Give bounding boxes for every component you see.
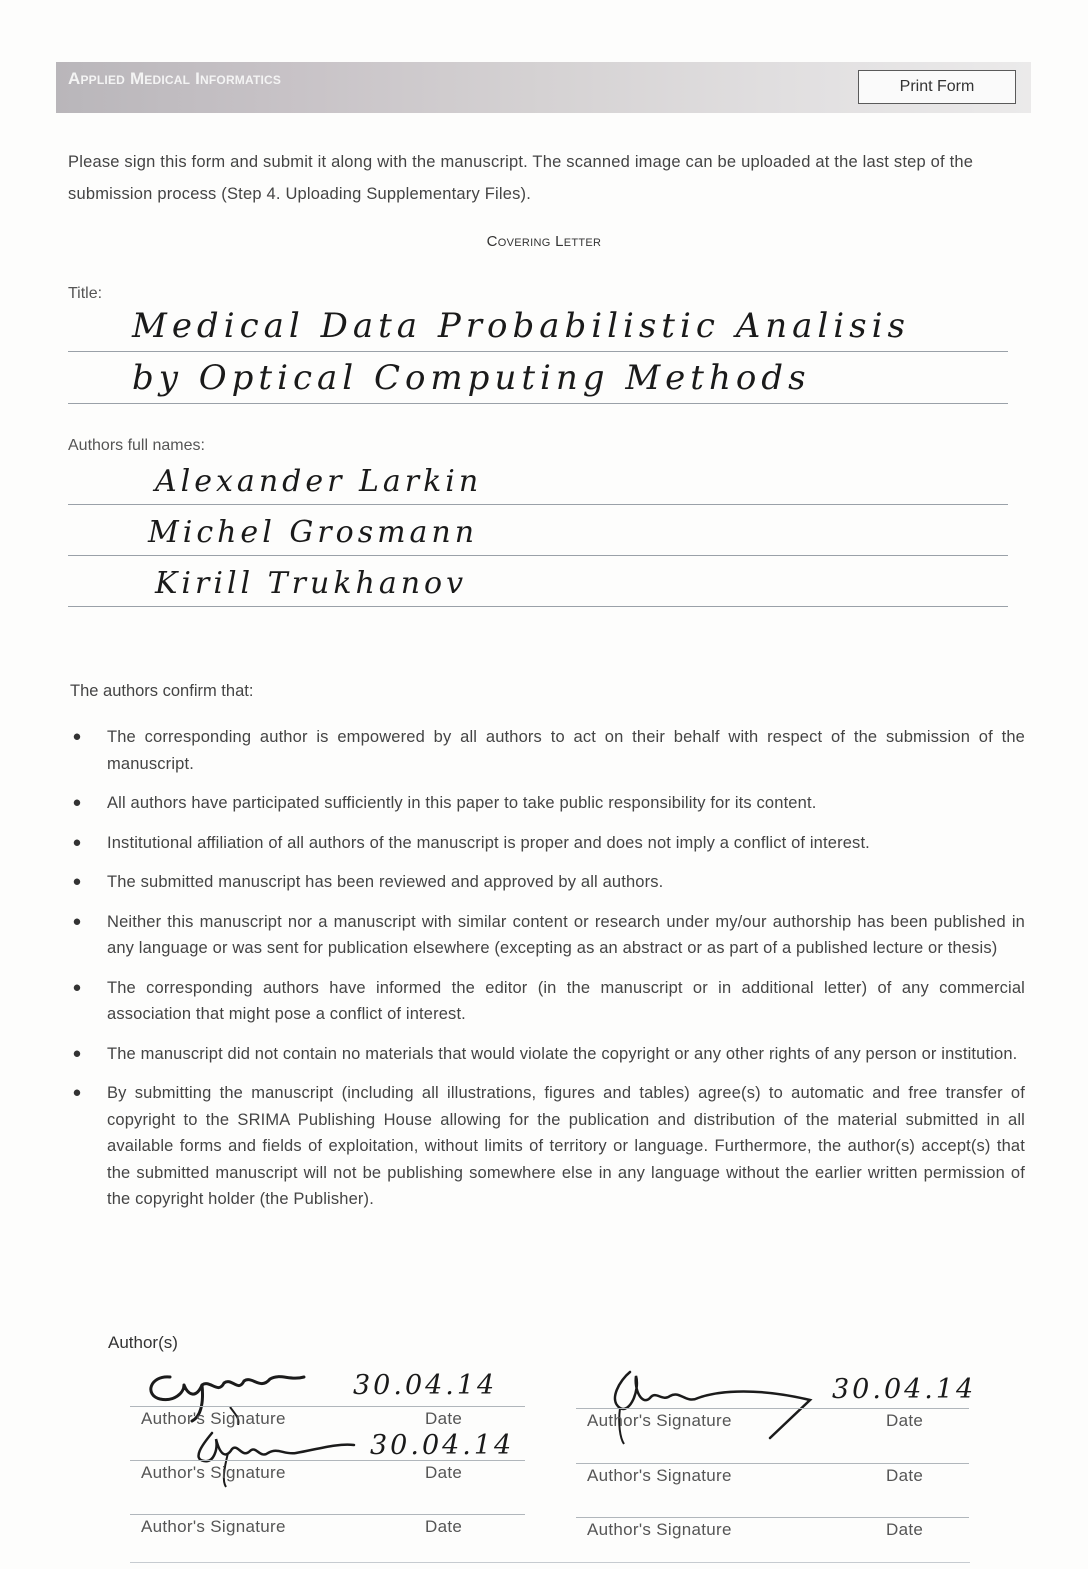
confirmation-item: ● By submitting the manuscript (including all illustrations, figures and tables) agree(s) to automatic and free transfer of copyright to the SRIMA Publishing House allowing for the publication and distribution of the material submitted in all available forms and fields of exploitation, without limits of territory or language. Furthermore, the author(s) accept(s) that the submitted manuscript will not be publishing somewhere else in any language without the earlier written permission of the copyright holder (the Publisher). bbox=[70, 1080, 1025, 1213]
signature-label: Author's Signature bbox=[587, 1466, 732, 1485]
title-rule-2 bbox=[68, 403, 1008, 404]
bullet-icon: ● bbox=[72, 1044, 82, 1062]
signature-label: Author's Signature bbox=[141, 1517, 286, 1536]
date-label: Date bbox=[886, 1520, 924, 1539]
handwritten-signature-2 bbox=[590, 1360, 820, 1450]
handwritten-date-2[interactable]: 30.04.14 bbox=[832, 1374, 977, 1405]
signature-rule bbox=[130, 1460, 525, 1461]
title-rule-1 bbox=[68, 351, 1008, 352]
print-form-button[interactable]: Print Form bbox=[858, 70, 1016, 104]
author-rule-2 bbox=[68, 555, 1008, 556]
confirm-intro: The authors confirm that: bbox=[70, 682, 254, 700]
bullet-icon: ● bbox=[72, 794, 82, 811]
journal-name: Applied Medical Informatics bbox=[68, 69, 282, 88]
bullet-icon: ● bbox=[72, 873, 82, 890]
confirmation-item: ● The corresponding author is empowered by all authors to act on their behalf with respect of the submission of the manuscript. bbox=[70, 724, 1025, 777]
signature-label: Author's Signature bbox=[141, 1463, 286, 1482]
title-label: Title: bbox=[68, 285, 103, 302]
bullet-icon: ● bbox=[72, 978, 82, 996]
author-name-1[interactable]: Alexander Larkin bbox=[155, 464, 483, 499]
date-label: Date bbox=[886, 1466, 924, 1485]
date-label: Date bbox=[425, 1409, 463, 1428]
covering-letter-heading: Covering Letter bbox=[486, 233, 602, 250]
handwritten-date-3[interactable]: 30.04.14 bbox=[370, 1430, 515, 1461]
confirmation-item: ● Neither this manuscript nor a manuscript with similar content or research under my/our authorship has been published in any language or was sent for publication elsewhere (excepting as an abstract or as part of a published lecture or thesis) bbox=[70, 909, 1025, 962]
confirmation-item: ● The corresponding authors have informed the editor (in the manuscript or in additional letter) of any commercial association that might pose a conflict of interest. bbox=[70, 975, 1025, 1028]
author-rule-1 bbox=[68, 504, 1008, 505]
authors-section-label: Author(s) bbox=[108, 1333, 178, 1352]
title-line-1[interactable]: Medical Data Probabilistic Analisis bbox=[132, 306, 910, 346]
signature-label: Author's Signature bbox=[141, 1409, 286, 1428]
bullet-icon: ● bbox=[72, 912, 82, 930]
confirmation-item: ● Institutional affiliation of all authors of the manuscript is proper and does not imply a conflict of interest. bbox=[70, 830, 1025, 857]
signature-rule bbox=[576, 1463, 969, 1464]
confirmation-item: ● The manuscript did not contain no materials that would violate the copyright or any other rights of any person or institution. bbox=[70, 1041, 1025, 1068]
handwritten-date-1[interactable]: 30.04.14 bbox=[353, 1370, 498, 1401]
signature-rule bbox=[130, 1514, 525, 1515]
author-name-2[interactable]: Michel Grosmann bbox=[148, 515, 479, 550]
bullet-icon: ● bbox=[72, 833, 82, 851]
signature-label: Author's Signature bbox=[587, 1520, 732, 1539]
bullet-icon: ● bbox=[72, 728, 82, 745]
intro-instructions: Please sign this form and submit it along with the manuscript. The scanned image can be uploaded at the last step of the submission process (Step 4. Uploading Supplementary Files). bbox=[68, 153, 974, 203]
journal-header-bar bbox=[56, 62, 1031, 113]
title-line-2[interactable]: by Optical Computing Methods bbox=[132, 358, 811, 398]
author-rule-3 bbox=[68, 606, 1008, 607]
confirmation-item: ● The submitted manuscript has been reviewed and approved by all authors. bbox=[70, 869, 1025, 896]
bullet-icon: ● bbox=[72, 1084, 82, 1101]
date-label: Date bbox=[425, 1463, 463, 1482]
author-name-3[interactable]: Kirill Trukhanov bbox=[155, 566, 468, 601]
bottom-rule bbox=[130, 1562, 970, 1563]
date-label: Date bbox=[886, 1411, 924, 1430]
date-label: Date bbox=[425, 1517, 463, 1536]
signature-rule bbox=[576, 1517, 969, 1518]
signature-label: Author's Signature bbox=[587, 1411, 732, 1430]
signature-rule bbox=[576, 1408, 969, 1409]
confirmation-list bbox=[70, 724, 1025, 1226]
signature-rule bbox=[130, 1406, 525, 1407]
confirmation-item: ● All authors have participated sufficiently in this paper to take public responsibility for its content. bbox=[70, 790, 1025, 817]
authors-label: Authors full names: bbox=[68, 437, 205, 454]
